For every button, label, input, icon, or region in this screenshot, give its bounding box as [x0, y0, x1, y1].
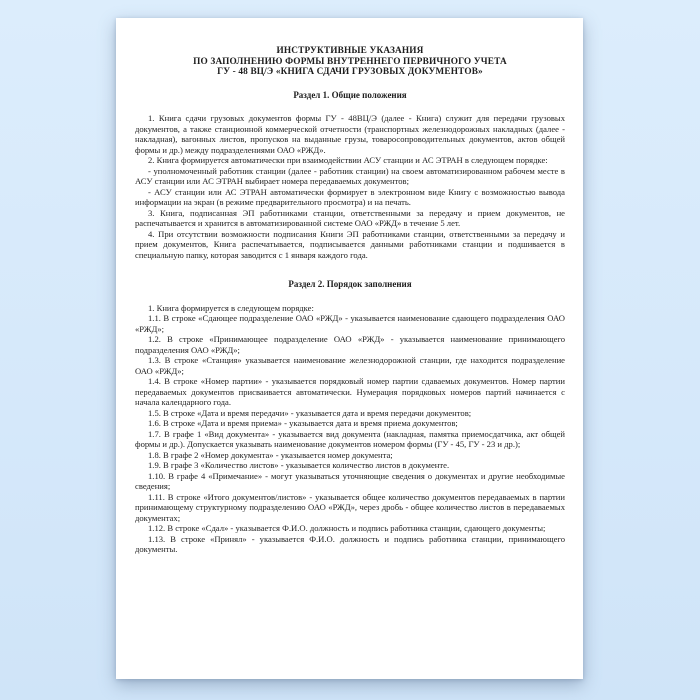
document-title: [135, 46, 565, 78]
paragraph: 1.10. В графе 4 «Примечание» - могут указываться уточняющие сведения о документах и другие необходимые сведения;: [135, 470, 565, 492]
paragraph: 1.4. В строке «Номер партии» - указывается порядковый номер партии сдаваемых документов. Номер партии передаваемых документов присваивается автоматически. Нумерация порядковых номеров партий начинается с начала календарного года.: [135, 376, 565, 408]
document-title-line-2: ПО ЗАПОЛНЕНИЮ ФОРМЫ ВНУТРЕННЕГО ПЕРВИЧНОГО УЧЕТА: [193, 56, 507, 67]
paragraph: - уполномоченный работник станции (далее - работник станции) на своем автоматизированном рабочем месте в АСУ станции или АС ЭТРАН выбирает номера передаваемых документов;: [135, 165, 565, 187]
section-2-body: [135, 303, 565, 555]
section-2-heading: Раздел 2. Порядок заполнения: [288, 279, 412, 290]
document-page: [116, 18, 583, 679]
document-title-line-3: ГУ - 48 ВЦ/Э «КНИГА СДАЧИ ГРУЗОВЫХ ДОКУМЕНТОВ»: [217, 67, 483, 78]
paragraph: 1.8. В графе 2 «Номер документа» - указывается номер документа;: [148, 449, 393, 460]
paragraph: 3. Книга, подписанная ЭП работниками станции, ответственными за передачу и прием документов, не распечатывается и хранится в автоматизированной системе ОАО «РЖД» в течение 5 лет.: [135, 207, 565, 229]
paragraph: 1.13. В строке «Принял» - указывается Ф.И.О. должность и подпись работника станции, принимающего документы.: [135, 533, 565, 555]
paragraph: 4. При отсутствии возможности подписания Книги ЭП работниками станции, ответственными за передачу и прием документов, Книга распечатывается, подписывается данными работниками станции и подшивается в специальную папку, которая заводится с 1 января каждого года.: [135, 228, 565, 260]
paragraph: 1.5. В строке «Дата и время передачи» - указывается дата и время передачи документов;: [148, 407, 472, 418]
paragraph: 1. Книга формируется в следующем порядке:: [148, 302, 314, 313]
paragraph: 2. Книга формируется автоматически при взаимодействии АСУ станции и АС ЭТРАН в следующем порядке:: [148, 155, 548, 166]
document-title-line-1: ИНСТРУКТИВНЫЕ УКАЗАНИЯ: [276, 46, 424, 56]
paragraph: 1.3. В строке «Станция» указывается наименование железнодорожной станции, где находится подразделение ОАО «РЖД»;: [135, 355, 565, 376]
section-1-heading: Раздел 1. Общие положения: [293, 89, 407, 100]
paragraph: 1.11. В строке «Итого документов/листов» - указывается общее количество документов передаваемых в партии принимающему структурному подразделению ОАО «РЖД», через дробь - общее количество листов в передаваемых документах;: [135, 491, 565, 523]
paragraph: 1. Книга сдачи грузовых документов формы ГУ - 48ВЦ/Э (далее - Книга) служит для передачи грузовых документов, а также станционной коммерческой отчетности (транспортных железнодорожных накладных (далее - накладная), вагонных листов, пропусков на выданные грузы, товаросопроводительных документов, актов общей формы и др.) между подразделениями ОАО «РЖД».: [135, 113, 565, 155]
paragraph: 1.7. В графе 1 «Вид документа» - указывается вид документа (накладная, памятка приемосдатчика, акт общей формы и др.). Допускается указывать наименование документов номером формы (ГУ - 45, ГУ - 23 и др.);: [135, 428, 565, 450]
paragraph: 1.9. В графе 3 «Количество листов» - указывается количество листов в документе.: [148, 460, 450, 471]
section-1-body: [135, 113, 565, 260]
paragraph: 1.1. В строке «Сдающее подразделение ОАО «РЖД» - указывается наименование сдающего подразделения ОАО «РЖД»;: [135, 313, 565, 334]
paragraph: 1.12. В строке «Сдал» - указывается Ф.И.О. должность и подпись работника станции, сдающего документы;: [148, 523, 546, 534]
paragraph: 1.6. В строке «Дата и время приема» - указывается дата и время приема документов;: [148, 418, 458, 429]
paragraph: - АСУ станции или АС ЭТРАН автоматически формирует в электронном виде Книгу с возможностью вывода информации на экран (в режиме предварительного просмотра) и на печать.: [135, 186, 565, 208]
paragraph: 1.2. В строке «Принимающее подразделение ОАО «РЖД» - указывается наименование принимающего подразделения ОАО «РЖД»;: [135, 334, 565, 355]
